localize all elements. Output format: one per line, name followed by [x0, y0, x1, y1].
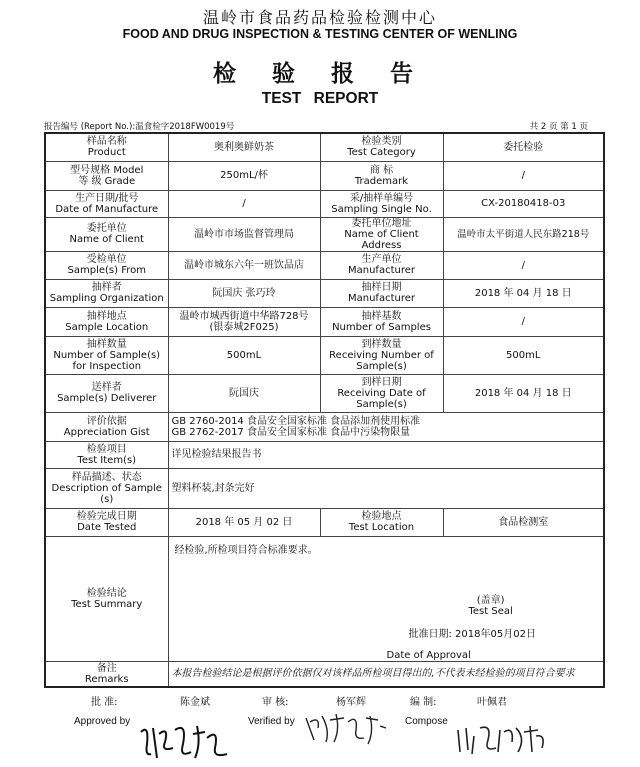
remarks-value: 本报告检验结论是根据评价依据仅对该样品所检项目得出的,不代表未经检验的项目符合要求 [168, 661, 604, 687]
table-row [45, 161, 604, 190]
summary-label: 检验结论 Test Summary [45, 536, 168, 661]
table-row [45, 412, 604, 441]
remarks-label: 备注 Remarks [45, 661, 168, 687]
table-row [45, 336, 604, 374]
org-name-en: FOOD AND DRUG INSPECTION & TESTING CENTER OF WENLING [122, 27, 518, 41]
org-name-cn: 温岭市食品药品检验检测中心 [202, 8, 437, 27]
table-row [45, 468, 604, 508]
sampling-no-label: 采/抽样单编号 Sampling Single No. [320, 190, 443, 217]
summary-cell [168, 536, 604, 661]
category-value: 委托检验 [443, 133, 604, 161]
sample-qty-value: 500mL [168, 336, 320, 374]
table-row [45, 217, 604, 251]
manufacturer-value: / [443, 251, 604, 279]
recv-qty-label: 到样数量 Receiving Number of Sample(s) [320, 336, 443, 374]
gist-value: GB 2760-2014 食品安全国家标准 食品添加剂使用标准 GB 2762-2017 食品安全国家标准 食品中污染物限量 [168, 412, 604, 441]
table-row [45, 536, 604, 661]
compile-label-cn: 编 制: [410, 697, 437, 708]
table-row [45, 251, 604, 279]
sampling-no-value: CX-20180418-03 [443, 190, 604, 217]
table-row [45, 307, 604, 336]
approve-label-cn: 批 准: [91, 697, 118, 708]
table-row [45, 374, 604, 412]
recv-date-label: 到样日期 Receiving Date of Sample(s) [320, 374, 443, 412]
compiler-name: 叶佩君 [477, 697, 507, 708]
test-seal: (盖章) Test Seal [468, 594, 513, 617]
date-tested-value: 2018 年 05 月 02 日 [168, 508, 320, 536]
model-value: 250mL/杯 [168, 161, 320, 190]
client-label: 委托单位 Name of Client [45, 217, 168, 251]
client-address-value: 温岭市太平街道人民东路218号 [443, 217, 604, 251]
approver-name: 陈金斌 [180, 697, 210, 708]
location-value: 温岭市城西街道中华路728号 (银泰城2F025) [168, 307, 320, 336]
sample-base-label: 抽样基数 Number of Samples [320, 307, 443, 336]
date-tested-label: 检验完成日期 Date Tested [45, 508, 168, 536]
verifier-signature-icon [300, 708, 390, 748]
compose-label: Compose [405, 716, 448, 727]
manufacturer-label: 生产单位 Manufacturer [320, 251, 443, 279]
product-value: 奥利奥鲜奶茶 [168, 133, 320, 161]
dom-label: 生产日期/批号 Date of Manufacture [45, 190, 168, 217]
report-title-en: TEST REPORT [261, 90, 379, 107]
client-value: 温岭市市场监督管理局 [168, 217, 320, 251]
client-address-label: 委托单位地址 Name of Client Address [320, 217, 443, 251]
test-items-value: 详见检验结果报告书 [168, 441, 604, 468]
table-row [45, 133, 604, 161]
sampling-date-value: 2018 年 04 月 18 日 [443, 279, 604, 307]
compiler-signature-icon [452, 718, 552, 758]
page-count: 共 2 页 第 1 页 [529, 122, 588, 132]
recv-qty-value: 500mL [443, 336, 604, 374]
test-location-value: 食品检测室 [443, 508, 604, 536]
approved-by-label: Approved by [74, 716, 131, 727]
date-of-approval-label: Date of Approval [386, 649, 471, 661]
approval-date: 批准日期: 2018年05月02日 [408, 628, 536, 640]
trademark-label: 商 标 Trademark [320, 161, 443, 190]
table-row [45, 441, 604, 468]
sampler-value: 阮国庆 张巧玲 [168, 279, 320, 307]
table-row [45, 508, 604, 536]
product-label: 样品名称 Product [45, 133, 168, 161]
table-row [45, 279, 604, 307]
report-table [44, 132, 605, 688]
verified-by-label: Verified by [248, 716, 295, 727]
table-row [45, 190, 604, 217]
sample-qty-label: 抽样数量 Number of Sample(s) for Inspection [45, 336, 168, 374]
model-label: 型号规格 Model 等 级 Grade [45, 161, 168, 190]
deliverer-label: 送样者 Sample(s) Deliverer [45, 374, 168, 412]
verifier-name: 杨军辉 [336, 697, 366, 708]
gist-label: 评价依据 Appreciation Gist [45, 412, 168, 441]
category-label: 检验类别 Test Category [320, 133, 443, 161]
deliverer-value: 阮国庆 [168, 374, 320, 412]
test-location-label: 检验地点 Test Location [320, 508, 443, 536]
description-label: 样品描述、状态 Description of Sample (s) [45, 468, 168, 508]
dom-value: / [168, 190, 320, 217]
sample-from-value: 温岭市城东六年一班饮品店 [168, 251, 320, 279]
table-row [45, 661, 604, 687]
sample-base-value: / [443, 307, 604, 336]
sample-from-label: 受检单位 Sample(s) From [45, 251, 168, 279]
report-number: 报告编号 (Report No.):温食检字2018FW0019号 [44, 122, 235, 132]
verify-label-cn: 审 核: [262, 697, 289, 708]
sampling-date-label: 抽样日期 Manufacturer [320, 279, 443, 307]
approver-signature-icon [135, 714, 235, 764]
summary-text: 经检验,所检项目符合标准要求。 [174, 544, 318, 556]
sampler-label: 抽样者 Sampling Organization [45, 279, 168, 307]
recv-date-value: 2018 年 04 月 18 日 [443, 374, 604, 412]
description-value: 塑料杯装,封条完好 [168, 468, 604, 508]
test-items-label: 检验项目 Test Item(s) [45, 441, 168, 468]
trademark-value: / [443, 161, 604, 190]
location-label: 抽样地点 Sample Location [45, 307, 168, 336]
report-title-cn: 检 验 报 告 [212, 60, 428, 87]
